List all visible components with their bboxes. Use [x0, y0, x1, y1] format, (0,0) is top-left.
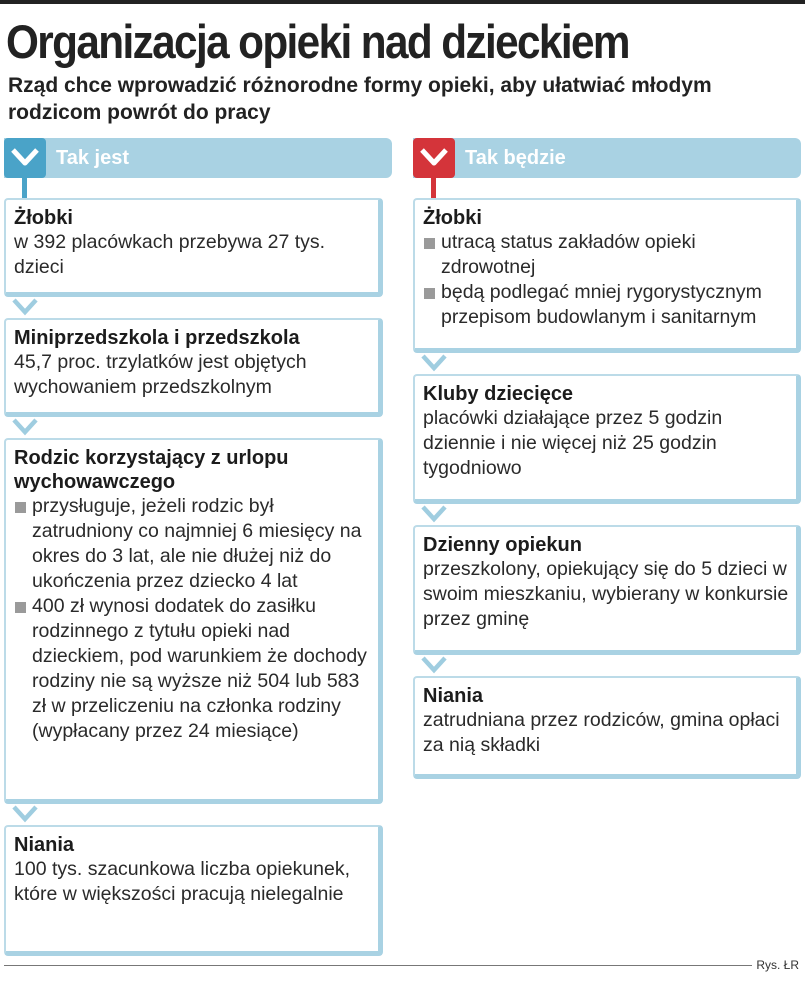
- column-stem: [431, 178, 436, 198]
- list-item: przysługuje, jeżeli rodzic był zatrudniony co najmniej 6 miesięcy na okres do 3 lat, ale nie dłużej niż do ukończenia przez dziecko 4 lat: [14, 494, 372, 594]
- info-box-przedszkola: [4, 318, 383, 417]
- box-title: Kluby dziecięce: [423, 383, 574, 405]
- page-subtitle: Rząd chce wprowadzić różnorodne formy opieki, aby ułatwiać młodym rodzicom powrót do pracy: [8, 74, 712, 124]
- box-title: Niania: [14, 834, 75, 856]
- box-text: 45,7 proc. trzylatków jest objętych wychowaniem przedszkolnym: [14, 351, 307, 398]
- footer-rule: [4, 965, 752, 966]
- box-text: przeszkolony, opiekujący się do 5 dzieci w swoim mieszkaniu, wybierany w konkursie przez gminę: [423, 558, 789, 630]
- column-heading: Tak będzie: [465, 147, 566, 169]
- info-box-kluby-dzieciece: [413, 374, 801, 504]
- box-title: Miniprzedszkola i przedszkola: [14, 327, 300, 349]
- credit-label: Rys. ŁR: [756, 958, 799, 972]
- column-stem: [22, 178, 27, 198]
- box-title: Niania: [423, 685, 484, 707]
- checkmark-icon: [4, 138, 46, 178]
- info-box-zlobki: [413, 198, 801, 353]
- future-state-column: [413, 138, 801, 756]
- bullet-list: [423, 230, 790, 330]
- chevron-down-icon: [11, 804, 39, 824]
- info-box-urlop-wychowawczy: [4, 438, 383, 804]
- chevron-down-icon: [11, 297, 39, 317]
- box-title: Żłobki: [423, 207, 482, 229]
- info-box-niania: [413, 676, 801, 779]
- box-title: Rodzic korzystający z urlopu wychowawczego: [14, 447, 289, 493]
- checkmark-icon: [413, 138, 455, 178]
- column-header-future: [413, 138, 801, 178]
- column-heading: Tak jest: [56, 147, 129, 169]
- box-text: w 392 placówkach przebywa 27 tys. dzieci: [14, 231, 326, 278]
- info-box-dzienny-opiekun: [413, 525, 801, 655]
- box-text: zatrudniana przez rodziców, gmina opłaci za nią składki: [423, 709, 780, 756]
- page-title: Organizacja opieki nad dzieckiem: [6, 15, 629, 68]
- info-box-zlobki: [4, 198, 383, 297]
- bullet-list: [14, 494, 372, 744]
- chevron-down-icon: [11, 417, 39, 437]
- list-item: będą podlegać mniej rygorystycznym przepisom budowlanym i sanitarnym: [423, 280, 790, 330]
- chevron-down-icon: [420, 655, 448, 675]
- box-text: 100 tys. szacunkowa liczba opiekunek, które w większości pracują nielegalnie: [14, 858, 351, 905]
- list-item: utracą status zakładów opieki zdrowotnej: [423, 230, 790, 280]
- current-state-column: [4, 138, 392, 905]
- box-title: Żłobki: [14, 207, 73, 229]
- top-rule: [0, 0, 805, 4]
- box-title: Dzienny opiekun: [423, 534, 582, 556]
- chevron-down-icon: [420, 504, 448, 524]
- column-header-current: [4, 138, 392, 178]
- info-box-niania: [4, 825, 383, 956]
- list-item: 400 zł wynosi dodatek do zasiłku rodzinnego z tytułu opieki nad dzieckiem, pod warunkiem że dochody rodziny nie są wyższe niż 504 lub 583 zł w przeliczeniu na członka rodziny (wypłacany przez 24 miesiące): [14, 594, 372, 744]
- chevron-down-icon: [420, 353, 448, 373]
- box-text: placówki działające przez 5 godzin dziennie i nie więcej niż 25 godzin tygodniowo: [423, 407, 723, 479]
